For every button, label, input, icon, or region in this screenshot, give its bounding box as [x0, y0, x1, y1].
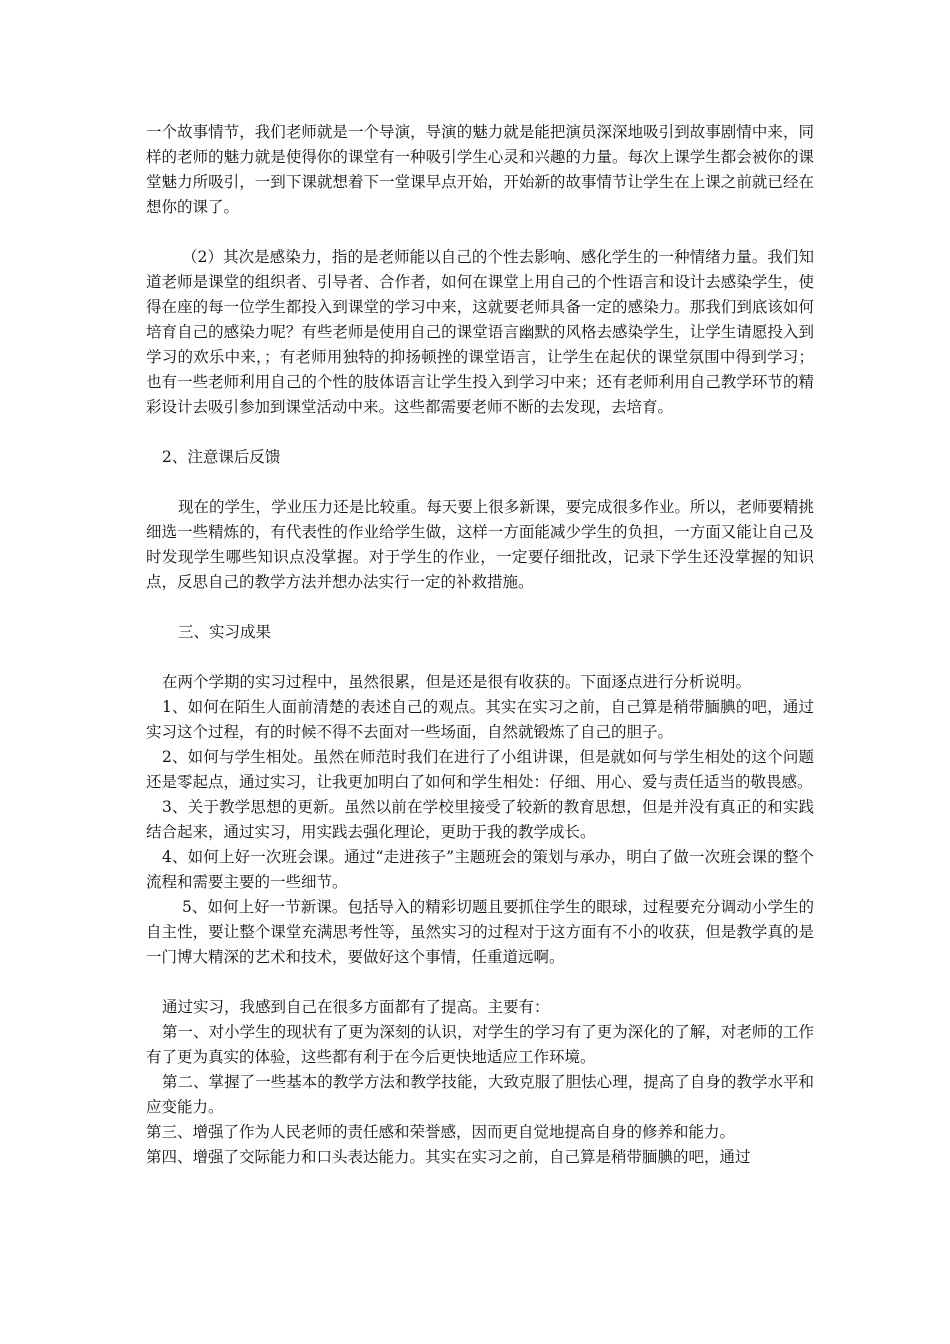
improvement-item-4: 第四、增强了交际能力和口头表达能力。其实在实习之前，自己算是稍带腼腆的吧，通过 [146, 1148, 751, 1166]
paragraph-spacer [146, 645, 814, 670]
list-item-5: 5、如何上好一节新课。包括导入的精彩切题且要抓住学生的眼球，过程要充分调动小学生的自主性，要让整个课堂充满思考性等，虽然实习的过程对于这方面有不小的收获，但是教学真的是一门博大精深的艺术和技术，要做好这个事情，任重道远啊。 [146, 898, 814, 966]
section-heading-results: 三、实习成果 [178, 623, 272, 641]
document-body [146, 120, 814, 1170]
paragraph-improvements-intro: 通过实习，我感到自己在很多方面都有了提高。主要有： [162, 998, 550, 1016]
paragraph-appeal: （2）其次是感染力，指的是老师能以自己的个性去影响、感化学生的一种情绪力量。我们知道老师是课堂的组织者、引导者、合作者，如何在课堂上用自己的个性语言和设计去感染学生，使得在座的每一位学生都投入到课堂的学习中来，这就要老师具备一定的感染力。那我们到底该如何培育自己的感染力呢？有些老师是使用自己的课堂语言幽默的风格去感染学生，让学生请愿投入到学习的欢乐中来，；有老师用独特的抑扬顿挫的课堂语言，让学生在起伏的课堂氛围中得到学习；也有一些老师利用自己的个性的肢体语言让学生投入到学习中来；还有老师利用自己教学环节的精彩设计去吸引参加到课堂活动中来。这些都需要老师不断的去发现，去培育。 [146, 248, 814, 416]
list-item-3: 3、关于教学思想的更新。虽然以前在学校里接受了较新的教育思想，但是并没有真正的和实践结合起来，通过实习，用实践去强化理论，更助于我的教学成长。 [146, 798, 814, 841]
paragraph-overview: 在两个学期的实习过程中，虽然很累，但是还是很有收获的。下面逐点进行分析说明。 [162, 673, 752, 691]
paragraph-intro: 一个故事情节，我们老师就是一个导演，导演的魅力就是能把演员深深地吸引到故事剧情中来，同样的老师的魅力就是使得你的课堂有一种吸引学生心灵和兴趣的力量。每次上课学生都会被你的课堂魅力所吸引，一到下课就想着下一堂课早点开始，开始新的故事情节让学生在上课之前就已经在想你的课了。 [146, 123, 814, 216]
paragraph-spacer [146, 595, 814, 620]
paragraph-homework: 现在的学生，学业压力还是比较重。每天要上很多新课，要完成很多作业。所以，老师要精挑细选一些精炼的，有代表性的作业给学生做，这样一方面能减少学生的负担，一方面又能让自己及时发现学生哪些知识点没掌握。对于学生的作业，一定要仔细批改，记录下学生还没掌握的知识点，反思自己的教学方法并想办法实行一定的补救措施。 [146, 498, 814, 591]
list-item-4: 4、如何上好一次班会课。通过“走进孩子”主题班会的策划与承办，明白了做一次班会课的整个流程和需要主要的一些细节。 [146, 848, 814, 891]
paragraph-spacer [146, 470, 814, 495]
section-heading-feedback: 2、注意课后反馈 [162, 448, 281, 466]
paragraph-spacer [146, 420, 814, 445]
improvement-item-2: 第二、掌握了一些基本的教学方法和教学技能，大致克服了胆怯心理，提高了自身的教学水平和应变能力。 [146, 1073, 814, 1116]
improvement-item-1: 第一、对小学生的现状有了更为深刻的认识，对学生的学习有了更为深化的了解，对老师的工作有了更为真实的体验，这些都有利于在今后更快地适应工作环境。 [146, 1023, 814, 1066]
paragraph-spacer [146, 220, 814, 245]
paragraph-spacer [146, 970, 814, 995]
list-item-2: 2、如何与学生相处。虽然在师范时我们在进行了小组讲课，但是就如何与学生相处的这个问题还是零起点，通过实习，让我更加明白了如何和学生相处：仔细、用心、爱与责任适当的敬畏感。 [146, 748, 814, 791]
improvement-item-3: 第三、增强了作为人民老师的责任感和荣誉感，因而更自觉地提高自身的修养和能力。 [146, 1123, 736, 1141]
list-item-1: 1、如何在陌生人面前清楚的表述自己的观点。其实在实习之前，自己算是稍带腼腆的吧，通过实习这个过程，有的时候不得不去面对一些场面，自然就锻炼了自己的胆子。 [146, 698, 814, 741]
